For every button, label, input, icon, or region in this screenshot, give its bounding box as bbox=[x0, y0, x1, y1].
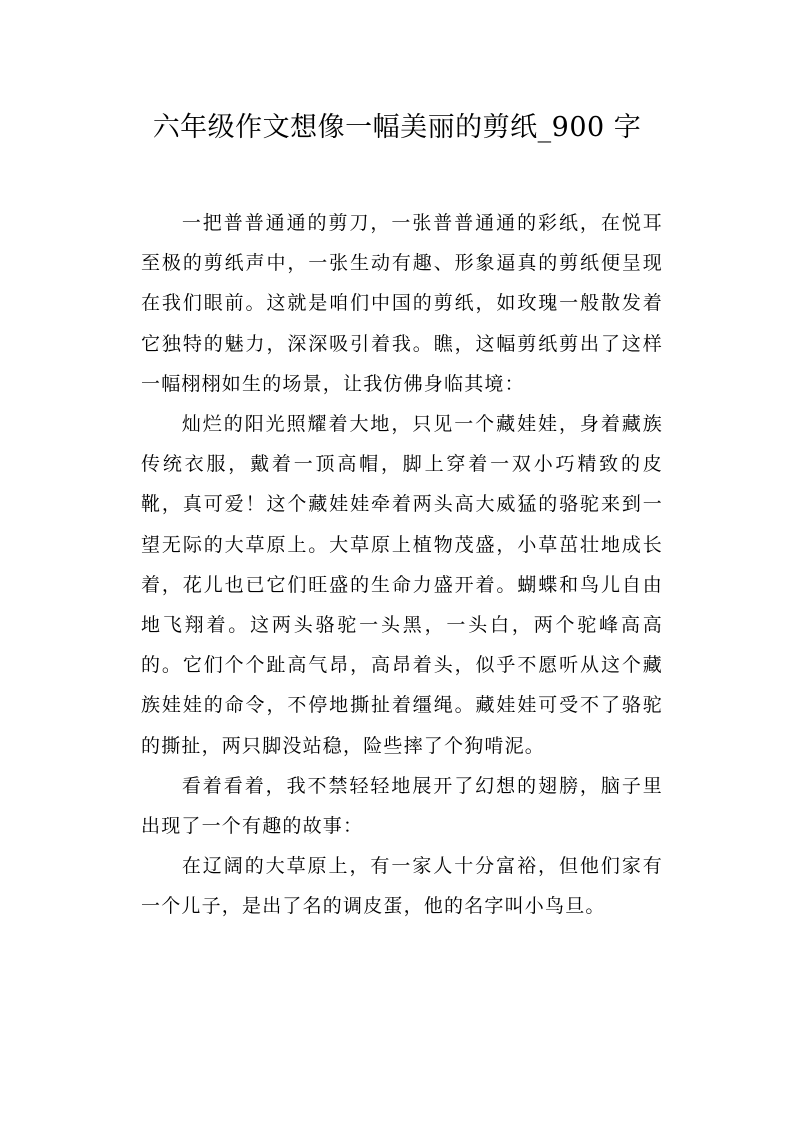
paragraph-story: 在辽阔的大草原上，有一家人十分富裕，但他们家有一个儿子，是出了名的调皮蛋，他的名字叫小鸟旦。 bbox=[141, 855, 663, 918]
document-body bbox=[141, 203, 663, 927]
paragraph-intro: 一把普普通通的剪刀，一张普普通通的彩纸，在悦耳至极的剪纸声中，一张生动有趣、形象逼真的剪纸便呈现在我们眼前。这就是咱们中国的剪纸，如玫瑰一般散发着它独特的魅力，深深吸引着我。瞧，这幅剪纸剪出了这样一幅栩栩如生的场景，让我仿佛身临其境： bbox=[141, 212, 663, 395]
paragraph-scene: 灿烂的阳光照耀着大地，只见一个藏娃娃，身着藏族传统衣服，戴着一顶高帽，脚上穿着一双小巧精致的皮靴，真可爱！这个藏娃娃牵着两头高大威猛的骆驼来到一望无际的大草原上。大草原上植物茂盛，小草茁壮地成长着，花儿也已它们旺盛的生命力盛开着。蝴蝶和鸟儿自由地飞翔着。这两头骆驼一头黑，一头白，两个驼峰高高的。它们个个趾高气昂，高昂着头，似乎不愿听从这个藏族娃娃的命令，不停地撕扯着缰绳。藏娃娃可受不了骆驼的撕扯，两只脚没站稳，险些摔了个狗啃泥。 bbox=[141, 413, 663, 757]
document-title: 六年级作文想像一幅美丽的剪纸_900 字 bbox=[152, 112, 642, 143]
paragraph-imagination: 看着看着，我不禁轻轻地展开了幻想的翅膀，脑子里出现了一个有趣的故事： bbox=[141, 774, 663, 838]
